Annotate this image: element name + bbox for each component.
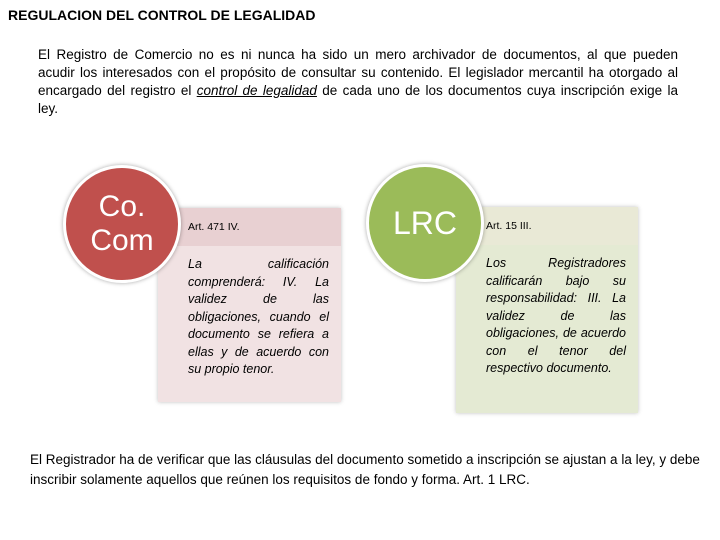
card-lrc-article: Art. 15 III. xyxy=(456,207,638,245)
card-co-com-body: La calificación comprenderá: IV. La validez de las obligaciones, cuando el documento se refiera a ellas y de acuerdo con su propio tenor. xyxy=(158,246,341,402)
page-title: REGULACION DEL CONTROL DE LEGALIDAD xyxy=(8,7,316,23)
intro-paragraph xyxy=(38,46,678,118)
circle-lrc: LRC xyxy=(366,164,484,282)
card-lrc-body: Los Registradores calificarán bajo su responsabilidad: III. La validez de las obligaciones, de acuerdo con el tenor del respectivo documento. xyxy=(456,245,638,413)
card-co-com-article: Art. 471 IV. xyxy=(158,208,341,246)
intro-underlined-term: control de legalidad xyxy=(196,83,317,98)
intro-text-after: de cada uno de los documentos cuya inscripción exige la ley. xyxy=(38,83,679,116)
intro-text-before: El Registro de Comercio no es ni nunca ha sido un mero archivador de documentos, al que pueden acudir los interesados con el propósito de consultar su contenido. El legislador mercantil ha otorgado al encargado del registro el xyxy=(38,47,678,98)
card-co-com xyxy=(158,208,341,402)
conclusion-paragraph: El Registrador ha de verificar que las cláusulas del documento sometido a inscripción se ajustan a la ley, y debe inscribir solamente aquellos que reúnen los requisitos de fondo y forma. Art. 1 LRC. xyxy=(30,452,700,487)
card-lrc xyxy=(456,207,638,413)
circle-co-com: Co. Com xyxy=(63,165,181,283)
